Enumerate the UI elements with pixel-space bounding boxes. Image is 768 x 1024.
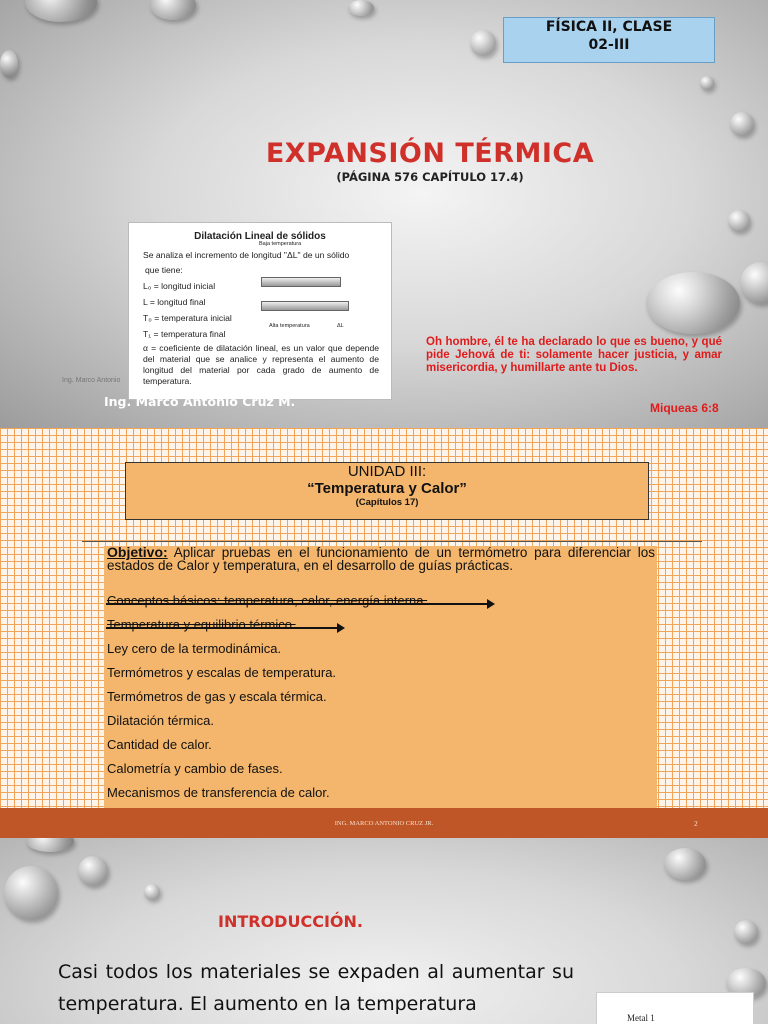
bible-verse-reference: Miqueas 6:8	[650, 401, 719, 415]
metal-label: Metal 1	[627, 1013, 655, 1023]
unit-chapters: (Capítulos 17)	[355, 497, 419, 508]
high-temp-label: Alta temperatura	[269, 323, 310, 329]
topic-item: Dilatación térmica.	[107, 713, 214, 728]
water-drop-decoration	[144, 884, 160, 900]
linear-dilation-figure	[128, 222, 392, 400]
slide-1	[0, 0, 768, 428]
definition-item: T₀ = temperatura inicial	[143, 313, 232, 323]
section-heading: INTRODUCCIÓN.	[218, 912, 363, 931]
footer-author: ING. MARCO ANTONIO CRUZ JR.	[334, 820, 434, 827]
unit-number: UNIDAD III:	[347, 463, 427, 480]
strike-arrow	[106, 603, 488, 605]
water-drop-decoration	[734, 920, 758, 944]
figure-heading: Dilatación Lineal de sólidos	[194, 231, 326, 242]
topic-item-struck: Conceptos básicos: temperatura, calor, energía interna.	[107, 593, 428, 608]
course-label-line2: 02-III	[588, 37, 630, 53]
slide-subtitle: (PÁGINA 576 CAPÍTULO 17.4)	[336, 170, 524, 184]
topic-item: Mecanismos de transferencia de calor.	[107, 785, 330, 800]
intro-paragraph: Casi todos los materiales se expaden al aumentar su temperatura. El aumento en la temperatura	[58, 961, 574, 1015]
water-drop-decoration	[646, 272, 740, 334]
water-drop-decoration	[728, 210, 750, 232]
water-drop-decoration	[700, 76, 714, 90]
water-drop-decoration	[740, 262, 768, 304]
water-drop-decoration	[664, 848, 706, 880]
figure-intro-line1: Se analiza el incremento de longitud "ΔL" de un sólido	[143, 250, 350, 260]
bible-verse: Oh hombre, él te ha declarado lo que es bueno, y qué pide Jehová de ti: solamente hacer justicia, y amar misericordia, y humillarte ante tu Dios.	[426, 336, 722, 374]
water-drop-decoration	[78, 856, 108, 886]
rod-low-temp	[261, 277, 341, 287]
topic-item: Termómetros de gas y escala térmica.	[107, 689, 327, 704]
water-drop-decoration	[470, 30, 496, 56]
water-drop-decoration	[0, 50, 18, 78]
definition-item: L₀ = longitud inicial	[143, 281, 216, 291]
slide-3	[0, 838, 768, 1024]
water-drop-decoration	[348, 0, 374, 16]
topic-item: Cantidad de calor.	[107, 737, 212, 752]
course-label-box	[503, 17, 715, 63]
figure-intro-line2: que tiene:	[145, 265, 183, 275]
metal-figure	[596, 992, 754, 1024]
water-drop-decoration	[4, 866, 58, 920]
unit-title: “Temperatura y Calor”	[307, 480, 467, 497]
slide-footer	[0, 808, 768, 838]
low-temp-label: Baja temperatura	[259, 241, 302, 247]
delta-label: ΔL	[337, 323, 344, 329]
definition-item: T₁ = temperatura final	[143, 329, 226, 339]
water-drop-decoration	[26, 838, 74, 852]
definition-item: L = longitud final	[143, 297, 206, 307]
alpha-definition: α = coeficiente de dilatación lineal, es un valor que depende del material que se analice y representa el aumento de longitud del material por cada grado de aumento de temperatura.	[143, 343, 379, 386]
objective-label: Objetivo:	[107, 544, 168, 560]
topic-item: Calometría y cambio de fases.	[107, 761, 283, 776]
author-name: Ing. Marco Antonio Cruz M.	[104, 394, 296, 409]
topic-item: Ley cero de la termodinámica.	[107, 641, 282, 656]
topic-item-struck: Temperatura y equilibrio térmico.	[107, 617, 296, 632]
topics-box	[104, 546, 657, 808]
unit-header-box	[125, 462, 649, 520]
water-drop-decoration	[730, 112, 754, 136]
strike-arrow	[106, 627, 338, 629]
rod-high-temp	[261, 301, 349, 311]
slide-2	[0, 428, 768, 838]
objective-text: Aplicar pruebas en el funcionamiento de un termómetro para diferenciar los estados de Calor y temperatura, en el desarrollo de guías prácticas.	[107, 545, 656, 573]
page-number: 2	[694, 819, 698, 828]
topic-item: Termómetros y escalas de temperatura.	[107, 665, 337, 680]
section-divider	[82, 541, 702, 542]
course-label-line1: FÍSICA II, CLASE	[545, 19, 673, 35]
slide-title: EXPANSIÓN TÉRMICA	[265, 138, 595, 169]
water-drop-decoration	[150, 0, 196, 20]
author-watermark: Ing. Marco Antonio	[62, 377, 121, 384]
objective-paragraph	[107, 546, 655, 572]
water-drop-decoration	[25, 0, 97, 22]
